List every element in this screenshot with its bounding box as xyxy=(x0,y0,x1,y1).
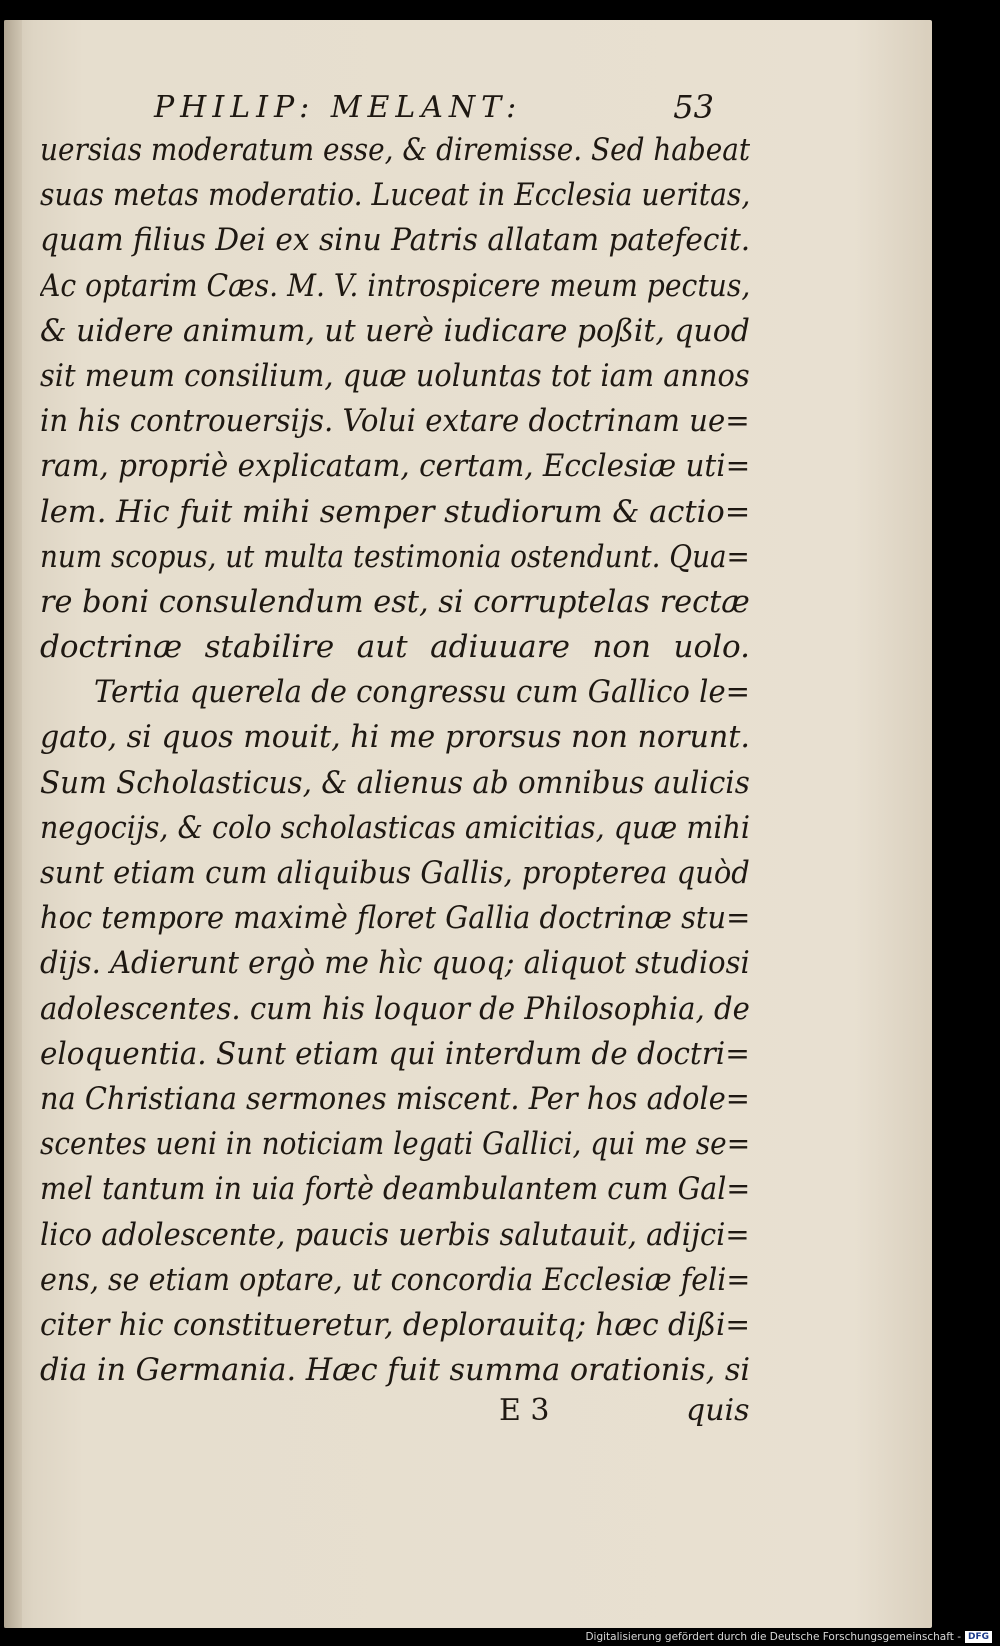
text-line: citer hic constitueretur, deplorauitq; hæc dißi= xyxy=(40,1306,750,1343)
paragraph-start-line: Tertia querela de congressu cum Gallico le= xyxy=(94,674,750,711)
page-gutter-shadow xyxy=(4,20,22,1628)
signature-mark: E 3 xyxy=(499,1393,550,1428)
credit-text: Digitalisierung gefördert durch die Deutsche Forschungsgemeinschaft - xyxy=(585,1631,961,1643)
text-line: quam filius Dei ex sinu Patris allatam patefecit. xyxy=(40,222,750,259)
text-line: lem. Hic fuit mihi semper studiorum & actio= xyxy=(40,493,750,530)
text-line: Sum Scholasticus, & alienus ab omnibus aulicis xyxy=(40,764,750,801)
text-line: sunt etiam cum aliquibus Gallis, propterea quòd xyxy=(40,855,750,891)
dfg-logo: DFG xyxy=(965,1631,992,1643)
digitization-credit xyxy=(585,1630,992,1644)
text-line: gato, si quos mouit, hi me prorsus non norunt. xyxy=(40,719,750,756)
text-line: ens, se etiam optare, ut concordia Ecclesiæ feli= xyxy=(40,1261,750,1298)
text-line: suas metas moderatio. Luceat in Ecclesia ueritas, xyxy=(40,177,750,214)
text-line: re boni consulendum est, si corruptelas rectæ xyxy=(40,583,750,620)
page-number: 53 xyxy=(673,88,714,126)
text-line: uersias moderatum esse, & diremisse. Sed habeat xyxy=(40,132,750,168)
text-line: num scopus, ut multa testimonia ostendunt. Qua= xyxy=(40,538,750,575)
text-line: negocijs, & colo scholasticas amicitias, quæ mihi xyxy=(40,809,750,846)
text-line: scentes ueni in noticiam legati Gallici, qui me se= xyxy=(40,1126,750,1163)
book-page xyxy=(4,20,932,1628)
text-line: Ac optarim Cæs. M. V. introspicere meum pectus, xyxy=(40,267,750,304)
page-header xyxy=(154,82,714,132)
text-line: & uidere animum, ut uerè iudicare poßit, quod xyxy=(40,312,750,349)
catchword: quis xyxy=(686,1393,750,1428)
text-line: na Christiana sermones miscent. Per hos adole= xyxy=(40,1080,750,1117)
text-line: doctrinæ stabilire aut adiuuare non uolo. xyxy=(40,629,750,666)
text-line: sit meum consilium, quæ uoluntas tot iam annos xyxy=(40,357,750,394)
page-footer xyxy=(4,1393,932,1437)
text-line: mel tantum in uia fortè deambulantem cum Gal= xyxy=(40,1171,750,1208)
text-line: adolescentes. cum his loquor de Philosophia, de xyxy=(40,990,750,1027)
body-text xyxy=(40,128,750,1393)
text-line: dijs. Adierunt ergò me hìc quoq; aliquot studiosi xyxy=(40,945,750,982)
text-line: lico adolescente, paucis uerbis salutauit, adijci= xyxy=(40,1216,750,1253)
running-title: PHILIP: MELANT: xyxy=(154,90,523,125)
text-line: eloquentia. Sunt etiam qui interdum de doctri= xyxy=(40,1035,750,1072)
text-line: in his controuersijs. Volui extare doctrinam ue= xyxy=(40,403,750,440)
text-line: ram, propriè explicatam, certam, Ecclesiæ uti= xyxy=(40,448,750,485)
text-line: hoc tempore maximè floret Gallia doctrinæ stu= xyxy=(40,900,750,937)
text-line: dia in Germania. Hæc fuit summa orationis, si xyxy=(40,1352,750,1389)
